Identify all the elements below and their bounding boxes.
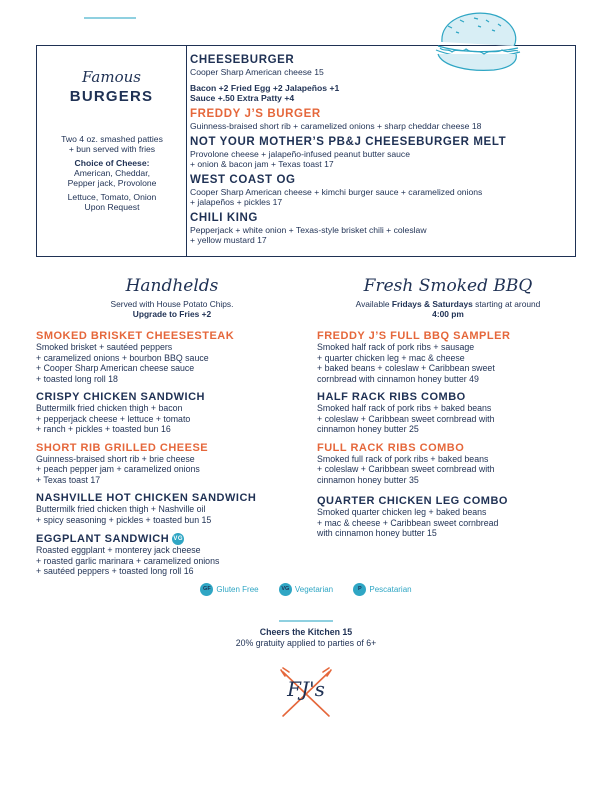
pescatarian-badge: P (353, 583, 366, 596)
item-name: FREDDY J’S BURGER (190, 108, 321, 120)
patties-line-1: Two 4 oz. smashed patties (61, 134, 163, 144)
menu-item (36, 330, 308, 384)
addons-line-1: Bacon +2 Fried Egg +2 Jalapeños +1 (190, 83, 340, 93)
vegetarian-badge: VG (172, 533, 184, 545)
cheese-options-line-2: Pepper jack, Provolone (67, 178, 157, 188)
item-description: + caramelized onions + bourbon BBQ sauce (36, 352, 209, 363)
burger-items-list (190, 54, 574, 245)
bbq-sub-pre: Available (355, 299, 392, 309)
cheese-choice-label: Choice of Cheese: (74, 158, 150, 168)
toppings-line-1: Lettuce, Tomato, Onion (67, 192, 157, 202)
menu-item (190, 136, 574, 169)
cheers-kitchen: Cheers the Kitchen 15 (259, 627, 353, 637)
cheese-choice (41, 158, 183, 188)
handhelds-sub-line-2: Upgrade to Fries +2 (132, 308, 212, 319)
footer-divider (279, 620, 333, 622)
item-description: Guinness-braised short rib + caramelized onions + sharp cheddar cheese 18 (190, 121, 482, 131)
item-name: HALF RACK RIBS COMBO (317, 391, 466, 403)
item-name: CRISPY CHICKEN SANDWICH (36, 391, 205, 403)
item-name: SMOKED BRISKET CHEESESTEAK (36, 330, 235, 342)
item-description: Cooper Sharp American cheese 15 (190, 67, 324, 77)
burgers-title: BURGERS (69, 88, 154, 105)
item-description: + mac & cheese + Caribbean sweet cornbread (317, 517, 499, 528)
item-description: cinnamon honey butter 35 (317, 474, 419, 485)
restaurant-logo (271, 660, 341, 720)
legend-item-vegetarian (279, 583, 333, 596)
burger-illustration (428, 8, 524, 78)
item-description: Roasted eggplant + monterey jack cheese (36, 545, 201, 556)
item-description: cinnamon honey butter 25 (317, 424, 419, 434)
item-name: CHILI KING (190, 212, 258, 224)
item-description: cornbread with cinnamon honey butter 49 (317, 373, 479, 384)
bbq-title: Fresh Smoked BBQ (363, 276, 533, 296)
menu-item (36, 442, 308, 486)
item-description: + peach pepper jam + caramelized onions (36, 464, 200, 474)
item-description: + Cooper Sharp American cheese sauce (36, 363, 195, 373)
burgers-info-panel (37, 46, 187, 256)
bbq-subtitle (317, 300, 579, 319)
item-description: Cooper Sharp American cheese + kimchi burger sauce + caramelized onions (190, 187, 483, 197)
item-name: NOT YOUR MOTHER’S PB&J CHEESEBURGER MELT (190, 136, 507, 148)
item-description: + baked beans + coleslaw + Caribbean sweet (317, 363, 495, 373)
menu-item (190, 212, 574, 245)
bbq-sub-days: Fridays & Saturdays (391, 299, 473, 309)
handhelds-sub-line-1: Served with House Potato Chips. (110, 299, 234, 309)
item-name: FREDDY J’S FULL BBQ SAMPLER (317, 330, 511, 342)
top-accent-line (84, 17, 136, 19)
item-description: + coleslaw + Caribbean sweet cornbread with (317, 413, 495, 424)
famous-script-title: Famous (82, 68, 141, 86)
legend-item-pescatarian (353, 583, 411, 596)
item-name: SHORT RIB GRILLED CHEESE (36, 441, 209, 454)
item-description: + toasted long roll 18 (36, 373, 118, 384)
bbq-sub-time: 4:00 pm (432, 308, 464, 319)
handhelds-subtitle (36, 300, 308, 319)
handhelds-title: Handhelds (125, 276, 219, 296)
item-description: with cinnamon honey butter 15 (317, 528, 437, 538)
menu-item (317, 391, 579, 435)
legend-label: Vegetarian (294, 585, 334, 594)
toppings-line-2: Upon Request (84, 202, 140, 212)
patties-description (41, 134, 183, 154)
eggplant-name: EGGPLANT SANDWICH (36, 533, 170, 545)
menu-item (36, 492, 308, 525)
item-name: NASHVILLE HOT CHICKEN SANDWICH (36, 492, 257, 504)
item-name: WEST COAST OG (190, 174, 296, 186)
item-description: Buttermilk fried chicken thigh + bacon (36, 403, 183, 413)
handhelds-section (36, 276, 308, 577)
item-description: + ranch + pickles + toasted bun 16 (36, 424, 171, 434)
toppings-note (41, 192, 183, 212)
item-name (36, 533, 308, 545)
menu-item (36, 391, 308, 435)
item-description: + quarter chicken leg + mac & cheese (317, 352, 465, 363)
item-name: FULL RACK RIBS COMBO (317, 441, 465, 454)
legend-label: Pescatarian (369, 585, 412, 594)
item-description: + jalapeños + pickles 17 (190, 197, 283, 207)
menu-item (317, 495, 579, 539)
item-description: + roasted garlic marinara + caramelized onions (36, 555, 220, 566)
item-description: Buttermilk fried chicken thigh + Nashville oil (36, 504, 206, 514)
item-description: Smoked half rack of pork ribs + baked beans (317, 403, 492, 413)
gluten-free-badge: GF (200, 583, 213, 596)
menu-item (36, 533, 308, 577)
menu-item (317, 442, 579, 486)
patties-line-2: + bun served with fries (68, 144, 156, 154)
menu-item (317, 330, 579, 384)
item-description: Smoked quarter chicken leg + baked beans (317, 507, 487, 517)
item-name: CHEESEBURGER (190, 54, 295, 66)
logo-lettering: FJ's (287, 677, 325, 701)
menu-item (190, 108, 574, 131)
item-name: QUARTER CHICKEN LEG COMBO (317, 495, 508, 507)
item-description: + yellow mustard 17 (190, 235, 267, 245)
burger-addons (190, 83, 574, 103)
item-description: + onion & bacon jam + Texas toast 17 (190, 159, 334, 169)
cheese-options-line-1: American, Cheddar, (74, 168, 150, 178)
footer-notes (0, 627, 612, 648)
item-description: Smoked brisket + sautéed peppers (36, 342, 173, 352)
bbq-sub-post: starting at around (472, 299, 541, 309)
item-description: + pepperjack cheese + lettuce + tomato (36, 413, 191, 424)
item-description: + coleslaw + Caribbean sweet cornbread with (317, 464, 495, 474)
item-description: Smoked half rack of pork ribs + sausage (317, 342, 475, 352)
item-description: + Texas toast 17 (36, 474, 101, 485)
bbq-section (317, 276, 579, 539)
addons-line-2: Sauce +.50 Extra Patty +4 (190, 93, 295, 103)
item-description: Smoked full rack of pork ribs + baked beans (317, 453, 489, 464)
legend-label: Gluten Free (216, 585, 259, 594)
item-description: + spicy seasoning + pickles + toasted bun 15 (36, 514, 212, 525)
item-description: Pepperjack + white onion + Texas-style brisket chili + coleslaw (190, 225, 427, 235)
dietary-legend (0, 583, 612, 596)
legend-item-gluten-free (200, 583, 258, 596)
item-description: + sautéed peppers + toasted long roll 16 (36, 566, 194, 577)
item-description: Provolone cheese + jalapeño-infused peanut butter sauce (190, 149, 411, 159)
menu-item (190, 174, 574, 207)
gratuity-note: 20% gratuity applied to parties of 6+ (235, 637, 377, 648)
item-description: Guinness-braised short rib + brie cheese (36, 453, 195, 464)
vegetarian-badge: VG (279, 583, 292, 596)
